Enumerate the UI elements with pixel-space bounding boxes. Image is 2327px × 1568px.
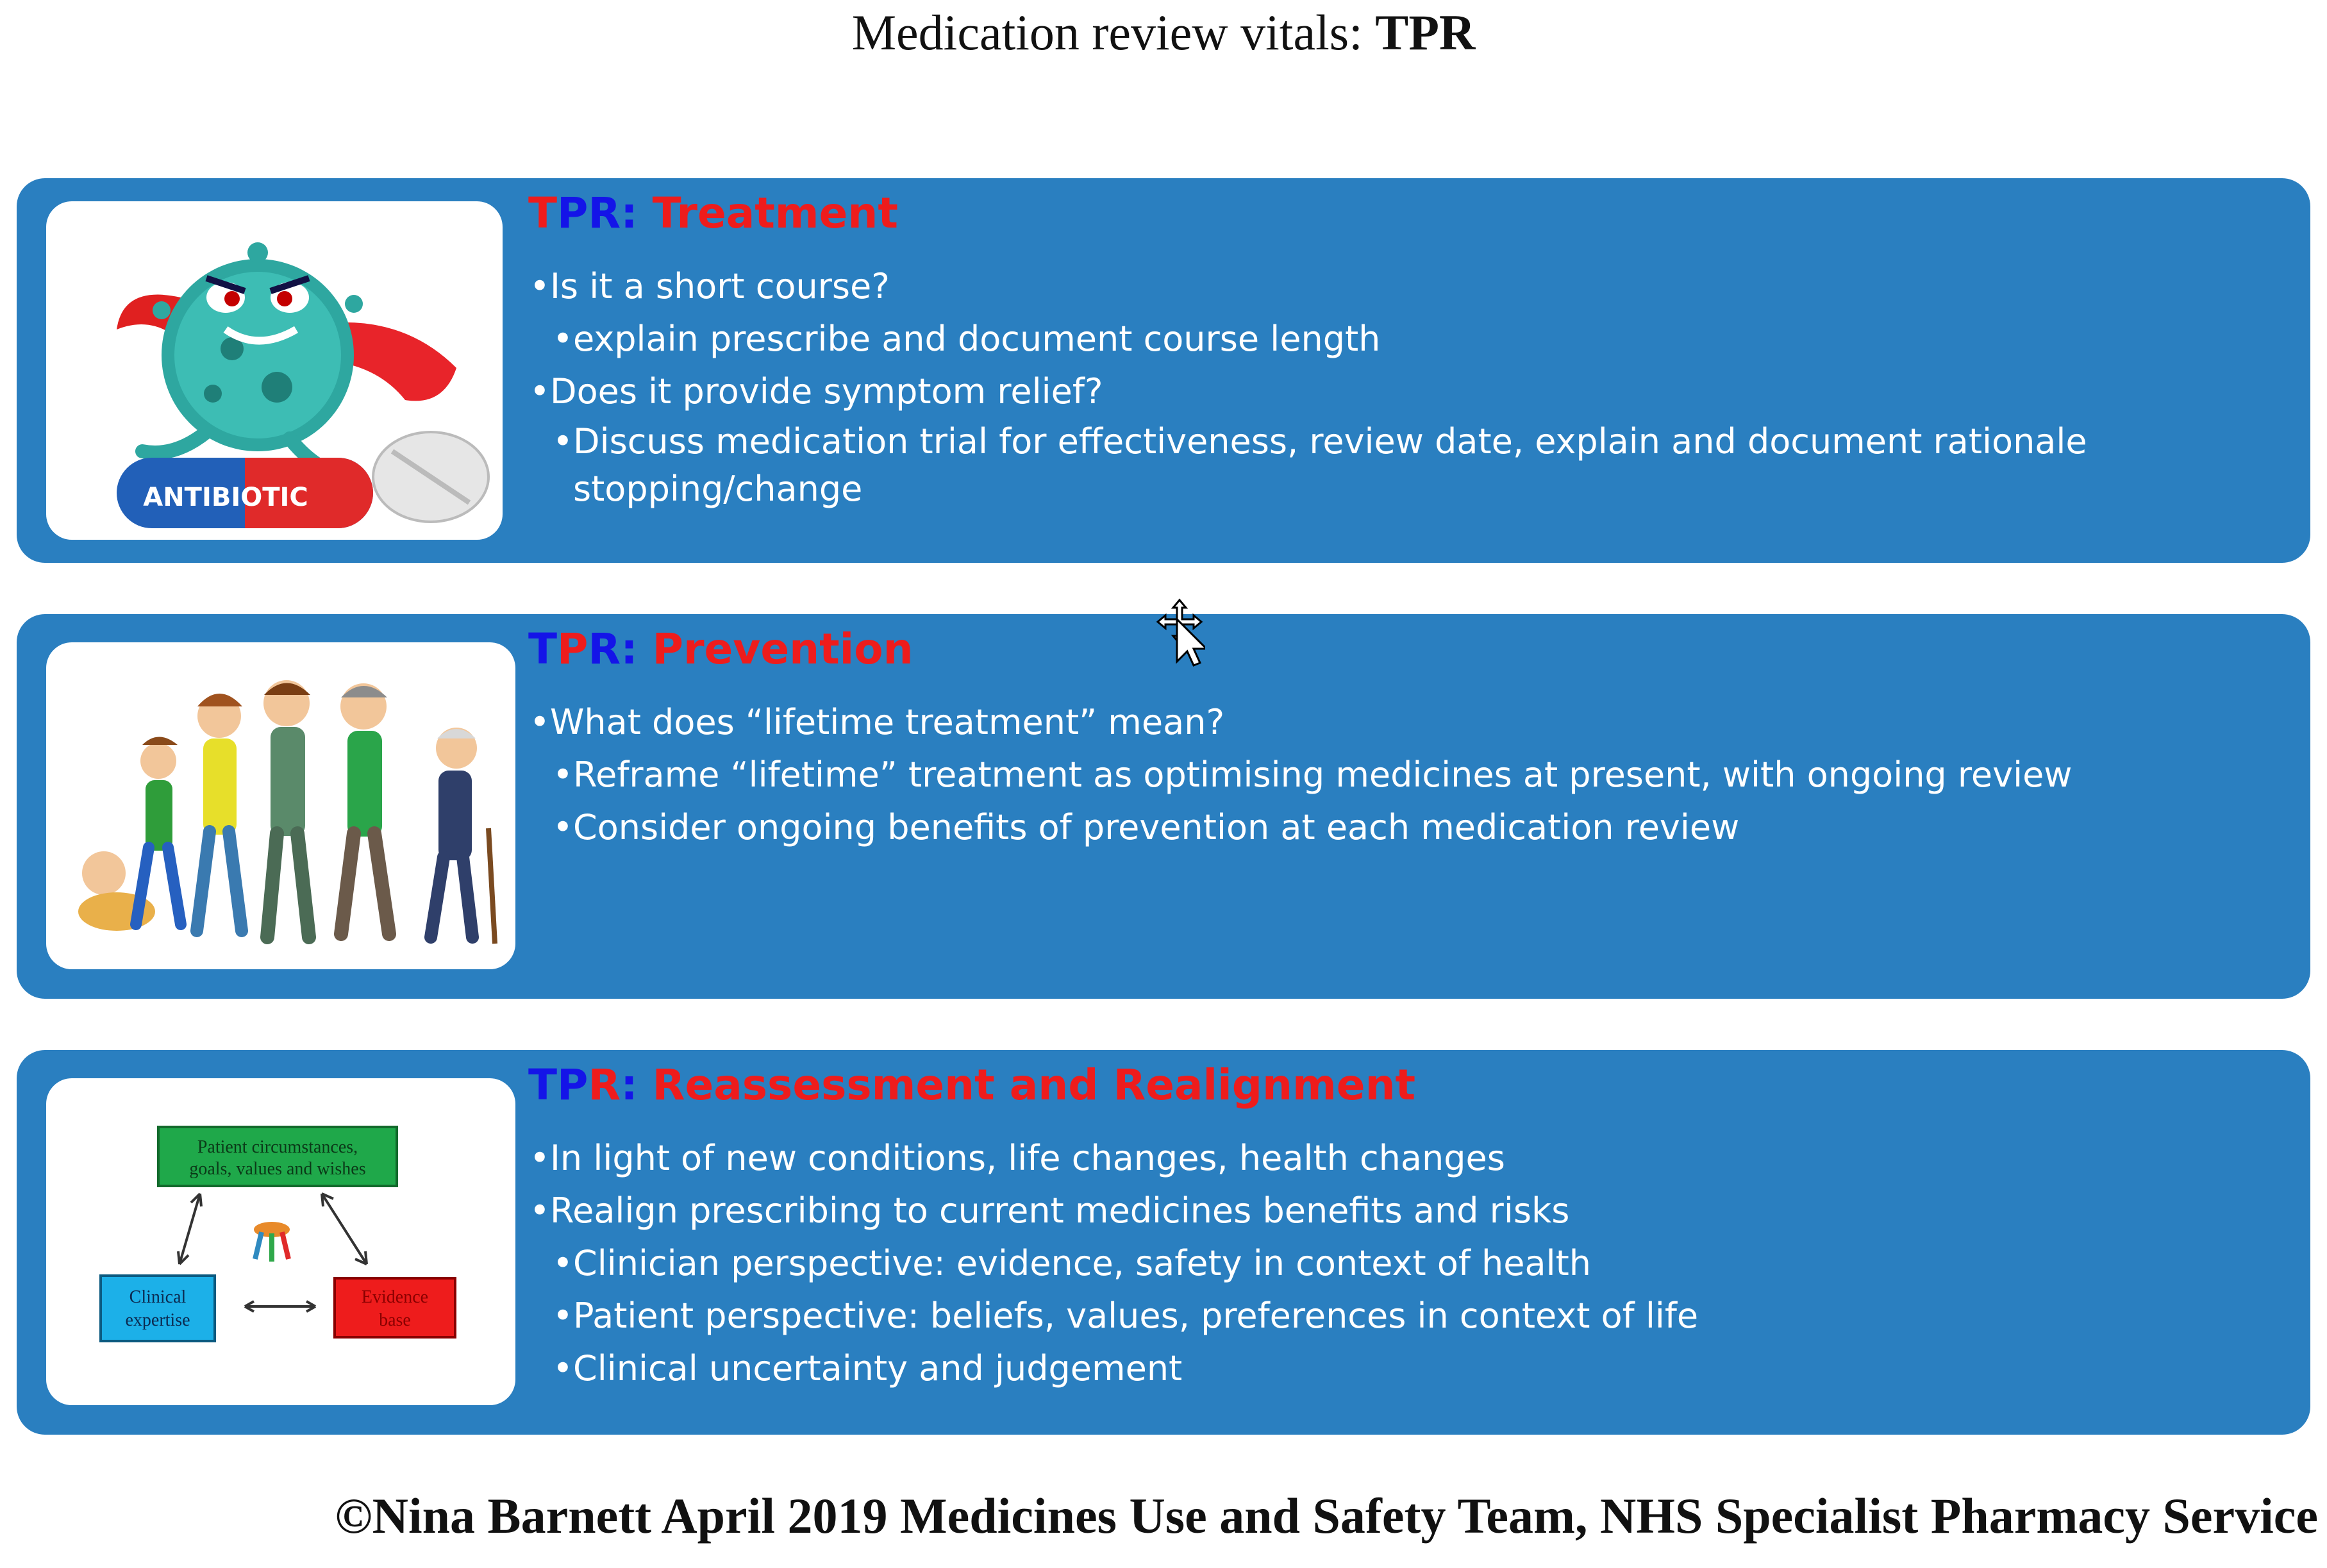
bullet-list-treatment xyxy=(530,260,2286,513)
heading-letter-r: R xyxy=(588,624,621,674)
heading-letter-t: T xyxy=(528,1060,558,1110)
antibiotic-germ-illustration xyxy=(46,201,503,540)
list-item: • What does “lifetime treatment” mean? xyxy=(530,696,2286,749)
heading-prevention xyxy=(528,622,913,677)
heading-treatment xyxy=(528,186,898,241)
list-item: • Does it provide symptom relief? xyxy=(530,365,2286,418)
heading-colon: : xyxy=(621,1060,638,1110)
list-item: • Patient perspective: beliefs, values, preferences in context of life xyxy=(553,1290,2286,1342)
list-item: • Clinician perspective: evidence, safety in context of health xyxy=(553,1237,2286,1290)
panel-treatment xyxy=(17,178,2310,563)
list-item: • Discuss medication trial for effectiveness, review date, explain and document rationale stopping/change xyxy=(553,418,2286,513)
list-item: • explain prescribe and document course length xyxy=(553,313,2286,365)
footer-credit: ©Nina Barnett April 2019 Medicines Use and Safety Team, NHS Specialist Pharmacy Service xyxy=(335,1488,2318,1544)
heading-letter-p: P xyxy=(557,1060,588,1110)
heading-letter-t: T xyxy=(528,624,558,674)
triad-left-line-1: Clinical xyxy=(129,1287,187,1307)
heading-letter-p: P xyxy=(557,188,588,238)
triad-right-line-2: base xyxy=(379,1310,411,1330)
list-item: • Is it a short course? xyxy=(530,260,2286,313)
triad-top-line-2: goals, values and wishes xyxy=(189,1159,366,1179)
heading-letter-r: R xyxy=(588,188,621,238)
evidence-triad-diagram xyxy=(46,1078,515,1405)
panel-reassessment xyxy=(17,1050,2310,1435)
heading-colon: : xyxy=(621,624,638,674)
triad-right-line-1: Evidence xyxy=(361,1287,429,1307)
bullet-list-reassessment xyxy=(530,1132,2286,1395)
heading-letter-p: P xyxy=(557,624,588,674)
heading-name: Prevention xyxy=(652,624,913,674)
move-cursor-icon xyxy=(1154,597,1205,668)
life-stages-illustration xyxy=(46,642,515,969)
title-bold: TPR xyxy=(1375,4,1476,60)
list-item: • Reframe “lifetime” treatment as optimising medicines at present, with ongoing review xyxy=(553,749,2286,801)
heading-letter-r: R xyxy=(588,1060,621,1110)
heading-colon: : xyxy=(621,188,638,238)
page-title xyxy=(0,5,2327,60)
heading-name: Reassessment and Realignment xyxy=(652,1060,1416,1110)
list-item: • Consider ongoing benefits of prevention at each medication review xyxy=(553,801,2286,854)
heading-letter-t: T xyxy=(528,188,558,238)
triad-top-line-1: Patient circumstances, xyxy=(197,1137,358,1157)
panel-prevention xyxy=(17,614,2310,999)
title-text: Medication review vitals: xyxy=(851,4,1363,60)
list-item: • In light of new conditions, life changes, health changes xyxy=(530,1132,2286,1185)
antibiotic-pill-label: ANTIBIOTIC xyxy=(143,483,308,512)
heading-reassessment xyxy=(528,1058,1415,1113)
bullet-list-prevention xyxy=(530,696,2286,854)
triad-left-line-2: expertise xyxy=(125,1310,190,1330)
list-item: • Realign prescribing to current medicines benefits and risks xyxy=(530,1185,2286,1237)
list-item: • Clinical uncertainty and judgement xyxy=(553,1342,2286,1395)
heading-name: Treatment xyxy=(652,188,898,238)
